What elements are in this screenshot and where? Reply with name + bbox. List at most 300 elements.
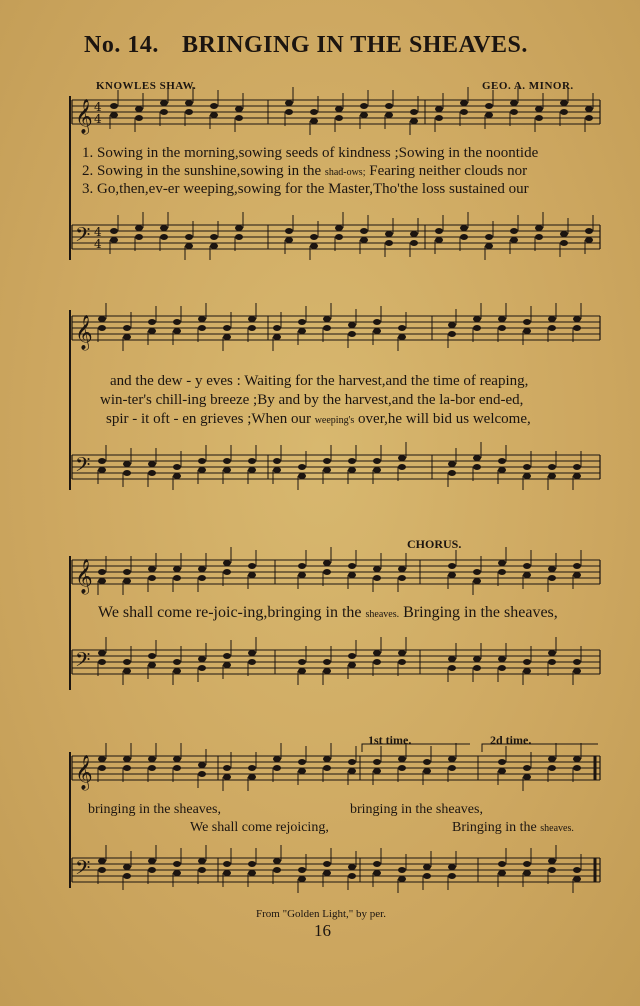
- note-head: [248, 316, 256, 322]
- note-head: [223, 325, 231, 331]
- note-head: [573, 316, 581, 322]
- note-head: [398, 876, 406, 882]
- note-head: [435, 106, 443, 112]
- note-head: [548, 566, 556, 572]
- verse2-line2: win-ter's chill-ing breeze ;By and by the harvest,and the la-bor end-ed,: [100, 392, 524, 408]
- note-head: [448, 864, 456, 870]
- note-head: [248, 650, 256, 656]
- lyricist-credit: KNOWLES SHAW.: [96, 80, 197, 92]
- note-head: [348, 572, 356, 578]
- note-head: [385, 103, 393, 109]
- note-head: [173, 765, 181, 771]
- note-head: [310, 234, 318, 240]
- page-number: 16: [314, 921, 331, 940]
- note-head: [373, 328, 381, 334]
- note-head: [435, 228, 443, 234]
- treble-clef-icon: 𝄞: [75, 99, 93, 134]
- note-head: [235, 115, 243, 121]
- chorus-line3-small: sheaves.: [540, 823, 574, 834]
- note-head: [473, 464, 481, 470]
- note-head: [198, 762, 206, 768]
- note-head: [448, 331, 456, 337]
- second-ending-label: 2d time.: [490, 733, 532, 747]
- note-head: [123, 659, 131, 665]
- note-head: [198, 858, 206, 864]
- note-head: [360, 112, 368, 118]
- note-head: [173, 566, 181, 572]
- note-head: [348, 759, 356, 765]
- note-head: [198, 325, 206, 331]
- note-head: [523, 765, 531, 771]
- note-head: [98, 316, 106, 322]
- note-head: [223, 653, 231, 659]
- note-head: [248, 861, 256, 867]
- chorus-line3-b: [452, 820, 574, 836]
- note-head: [223, 870, 231, 876]
- verse2-line1-small: shad-ows;: [324, 167, 366, 178]
- note-head: [523, 572, 531, 578]
- note-head: [473, 325, 481, 331]
- note-head: [273, 867, 281, 873]
- note-head: [110, 237, 118, 243]
- note-head: [98, 650, 106, 656]
- note-head: [573, 668, 581, 674]
- note-head: [335, 225, 343, 231]
- note-head: [473, 569, 481, 575]
- note-head: [248, 467, 256, 473]
- bass-clef-icon: 𝄢: [75, 856, 91, 884]
- note-head: [373, 458, 381, 464]
- note-head: [285, 228, 293, 234]
- note-head: [348, 563, 356, 569]
- note-head: [298, 768, 306, 774]
- note-head: [373, 759, 381, 765]
- note-head: [348, 873, 356, 879]
- note-head: [160, 100, 168, 106]
- note-head: [523, 668, 531, 674]
- hymn-number: No. 14.: [84, 32, 159, 58]
- chorus-line1-part: We shall come re-joic-ing,bringing in the: [98, 604, 362, 621]
- first-ending-label: 1st time.: [368, 733, 412, 747]
- note-head: [273, 765, 281, 771]
- note-head: [198, 467, 206, 473]
- chorus-line2: bringing in the sheaves,: [88, 802, 221, 817]
- note-head: [398, 325, 406, 331]
- note-head: [173, 756, 181, 762]
- note-head: [298, 876, 306, 882]
- verse3-line2-end: over,he will bid us welcome,: [358, 411, 531, 427]
- note-head: [360, 228, 368, 234]
- note-head: [298, 473, 306, 479]
- note-head: [523, 473, 531, 479]
- note-head: [485, 243, 493, 249]
- verse3-line2: [106, 411, 531, 428]
- note-head: [323, 467, 331, 473]
- note-head: [548, 765, 556, 771]
- note-head: [148, 662, 156, 668]
- note-head: [173, 861, 181, 867]
- note-head: [398, 464, 406, 470]
- note-head: [123, 864, 131, 870]
- note-head: [573, 563, 581, 569]
- note-head: [373, 467, 381, 473]
- note-head: [498, 569, 506, 575]
- note-head: [398, 756, 406, 762]
- composer-credit: GEO. A. MINOR.: [482, 80, 574, 92]
- note-head: [398, 765, 406, 771]
- verse3-line1: 3. Go,then,ev-er weeping,sowing for the Master,Tho'the loss sustained our: [82, 181, 529, 197]
- note-head: [398, 334, 406, 340]
- note-head: [148, 653, 156, 659]
- note-head: [373, 650, 381, 656]
- note-head: [223, 458, 231, 464]
- note-head: [498, 458, 506, 464]
- note-head: [485, 103, 493, 109]
- note-head: [148, 858, 156, 864]
- note-head: [348, 653, 356, 659]
- note-head: [448, 873, 456, 879]
- note-head: [560, 100, 568, 106]
- note-head: [135, 234, 143, 240]
- note-head: [248, 325, 256, 331]
- note-head: [298, 464, 306, 470]
- note-head: [423, 873, 431, 879]
- note-head: [173, 473, 181, 479]
- chorus-line1: [98, 604, 558, 622]
- note-head: [585, 237, 593, 243]
- treble-clef-icon: 𝄞: [75, 315, 93, 350]
- note-head: [310, 243, 318, 249]
- note-head: [198, 771, 206, 777]
- note-head: [235, 225, 243, 231]
- chorus-line3-part: Bringing in the: [452, 820, 537, 835]
- note-head: [548, 316, 556, 322]
- verse3-line2-part: spir - it oft - en grieves ;When our: [106, 411, 311, 427]
- note-head: [410, 240, 418, 246]
- note-head: [585, 106, 593, 112]
- note-head: [223, 861, 231, 867]
- time-signature-bottom: 4: [94, 237, 102, 251]
- treble-clef-icon: 𝄞: [75, 559, 93, 594]
- bass-clef-icon: 𝄢: [75, 223, 91, 251]
- chorus-line3: We shall come rejoicing,: [190, 820, 329, 835]
- note-head: [273, 325, 281, 331]
- note-head: [98, 858, 106, 864]
- note-head: [323, 560, 331, 566]
- note-head: [323, 316, 331, 322]
- note-head: [273, 858, 281, 864]
- note-head: [535, 106, 543, 112]
- hymn-title: BRINGING IN THE SHEAVES.: [182, 32, 528, 58]
- note-head: [348, 467, 356, 473]
- note-head: [535, 234, 543, 240]
- note-head: [273, 467, 281, 473]
- note-head: [523, 861, 531, 867]
- note-head: [410, 109, 418, 115]
- note-head: [348, 768, 356, 774]
- note-head: [323, 458, 331, 464]
- note-head: [523, 464, 531, 470]
- source-credit: From "Golden Light," by per.: [256, 908, 386, 920]
- note-head: [323, 569, 331, 575]
- note-head: [348, 331, 356, 337]
- note-head: [298, 668, 306, 674]
- note-head: [198, 665, 206, 671]
- note-head: [285, 237, 293, 243]
- note-head: [98, 578, 106, 584]
- note-head: [248, 458, 256, 464]
- note-head: [98, 756, 106, 762]
- note-head: [498, 665, 506, 671]
- note-head: [573, 572, 581, 578]
- note-head: [560, 109, 568, 115]
- note-head: [373, 659, 381, 665]
- note-head: [298, 572, 306, 578]
- note-head: [273, 334, 281, 340]
- note-head: [210, 243, 218, 249]
- note-head: [348, 458, 356, 464]
- note-head: [523, 659, 531, 665]
- note-head: [323, 861, 331, 867]
- verse1-line1: 1. Sowing in the morning,sowing seeds of kindness ;Sowing in the noontide: [82, 145, 539, 161]
- note-head: [360, 237, 368, 243]
- note-head: [323, 765, 331, 771]
- verse2-line1-part: 2. Sowing in the sunshine,sowing in the: [82, 163, 322, 179]
- note-head: [348, 322, 356, 328]
- note-head: [373, 870, 381, 876]
- note-head: [410, 231, 418, 237]
- note-head: [473, 316, 481, 322]
- note-head: [448, 765, 456, 771]
- note-head: [160, 234, 168, 240]
- note-head: [510, 109, 518, 115]
- note-head: [573, 325, 581, 331]
- note-head: [548, 659, 556, 665]
- chorus-line1-small: sheaves.: [365, 609, 400, 620]
- note-head: [348, 662, 356, 668]
- note-head: [523, 870, 531, 876]
- note-head: [535, 115, 543, 121]
- note-head: [448, 656, 456, 662]
- note-head: [123, 470, 131, 476]
- note-head: [560, 231, 568, 237]
- note-head: [198, 458, 206, 464]
- note-head: [285, 109, 293, 115]
- note-head: [210, 234, 218, 240]
- note-head: [135, 106, 143, 112]
- bass-clef-icon: 𝄢: [75, 453, 91, 481]
- note-head: [473, 455, 481, 461]
- note-head: [510, 237, 518, 243]
- note-head: [398, 659, 406, 665]
- note-head: [98, 765, 106, 771]
- note-head: [398, 867, 406, 873]
- note-head: [548, 473, 556, 479]
- note-head: [173, 659, 181, 665]
- note-head: [585, 115, 593, 121]
- note-head: [298, 659, 306, 665]
- verse1-line2: and the dew - y eves : Waiting for the harvest,and the time of reaping,: [110, 373, 529, 389]
- note-head: [473, 578, 481, 584]
- note-head: [373, 319, 381, 325]
- note-head: [585, 228, 593, 234]
- note-head: [485, 234, 493, 240]
- note-head: [485, 112, 493, 118]
- note-head: [498, 467, 506, 473]
- note-head: [185, 234, 193, 240]
- note-head: [498, 560, 506, 566]
- note-head: [248, 659, 256, 665]
- note-head: [323, 756, 331, 762]
- note-head: [248, 870, 256, 876]
- note-head: [498, 870, 506, 876]
- note-head: [135, 115, 143, 121]
- note-head: [385, 112, 393, 118]
- note-head: [273, 756, 281, 762]
- note-head: [198, 575, 206, 581]
- note-head: [123, 461, 131, 467]
- note-head: [223, 467, 231, 473]
- note-head: [498, 861, 506, 867]
- note-head: [510, 100, 518, 106]
- note-head: [323, 668, 331, 674]
- note-head: [498, 759, 506, 765]
- note-head: [423, 759, 431, 765]
- note-head: [548, 650, 556, 656]
- note-head: [423, 864, 431, 870]
- note-head: [148, 566, 156, 572]
- note-head: [410, 118, 418, 124]
- note-head: [348, 864, 356, 870]
- note-head: [310, 118, 318, 124]
- time-signature-top: 4: [94, 100, 102, 114]
- note-head: [535, 225, 543, 231]
- note-head: [448, 563, 456, 569]
- note-head: [373, 566, 381, 572]
- note-head: [223, 765, 231, 771]
- note-head: [298, 867, 306, 873]
- note-head: [373, 575, 381, 581]
- note-head: [573, 867, 581, 873]
- note-head: [498, 325, 506, 331]
- note-head: [123, 756, 131, 762]
- note-head: [98, 325, 106, 331]
- note-head: [573, 876, 581, 882]
- note-head: [448, 572, 456, 578]
- note-head: [398, 566, 406, 572]
- note-head: [360, 103, 368, 109]
- note-head: [123, 668, 131, 674]
- note-head: [398, 455, 406, 461]
- note-head: [98, 569, 106, 575]
- note-head: [160, 109, 168, 115]
- note-head: [523, 563, 531, 569]
- note-head: [398, 575, 406, 581]
- note-head: [573, 765, 581, 771]
- note-head: [373, 768, 381, 774]
- note-head: [573, 464, 581, 470]
- note-head: [448, 756, 456, 762]
- note-head: [198, 316, 206, 322]
- note-head: [448, 665, 456, 671]
- chorus-line2-b: bringing in the sheaves,: [350, 802, 483, 817]
- note-head: [398, 650, 406, 656]
- note-head: [148, 756, 156, 762]
- note-head: [448, 470, 456, 476]
- note-head: [573, 473, 581, 479]
- note-head: [123, 765, 131, 771]
- note-head: [248, 563, 256, 569]
- note-head: [160, 225, 168, 231]
- note-head: [548, 867, 556, 873]
- note-head: [323, 870, 331, 876]
- note-head: [123, 334, 131, 340]
- note-head: [498, 316, 506, 322]
- chorus-line1-end: Bringing in the sheaves,: [403, 604, 558, 621]
- note-head: [248, 765, 256, 771]
- note-head: [123, 578, 131, 584]
- note-head: [148, 765, 156, 771]
- note-head: [248, 572, 256, 578]
- note-head: [185, 243, 193, 249]
- verse2-line1-end: Fearing neither clouds nor: [369, 163, 528, 179]
- note-head: [373, 861, 381, 867]
- bass-clef-icon: 𝄢: [75, 648, 91, 676]
- note-head: [435, 115, 443, 121]
- note-head: [198, 867, 206, 873]
- note-head: [498, 656, 506, 662]
- note-head: [323, 659, 331, 665]
- note-head: [385, 240, 393, 246]
- note-head: [298, 563, 306, 569]
- time-signature-top: 4: [94, 225, 102, 239]
- note-head: [273, 458, 281, 464]
- note-head: [385, 231, 393, 237]
- note-head: [310, 109, 318, 115]
- note-head: [223, 774, 231, 780]
- note-head: [460, 100, 468, 106]
- note-head: [473, 656, 481, 662]
- note-head: [110, 103, 118, 109]
- note-head: [110, 228, 118, 234]
- note-head: [323, 325, 331, 331]
- note-head: [223, 569, 231, 575]
- note-head: [548, 464, 556, 470]
- note-head: [548, 756, 556, 762]
- note-head: [123, 569, 131, 575]
- note-head: [173, 464, 181, 470]
- note-head: [523, 319, 531, 325]
- note-head: [148, 328, 156, 334]
- note-head: [460, 225, 468, 231]
- note-head: [498, 768, 506, 774]
- note-head: [548, 575, 556, 581]
- note-head: [423, 768, 431, 774]
- note-head: [448, 461, 456, 467]
- note-head: [235, 106, 243, 112]
- note-head: [335, 115, 343, 121]
- verse2-line1: [82, 163, 527, 180]
- note-head: [173, 319, 181, 325]
- note-head: [173, 870, 181, 876]
- note-head: [548, 858, 556, 864]
- note-head: [573, 756, 581, 762]
- note-head: [460, 109, 468, 115]
- note-head: [298, 759, 306, 765]
- note-head: [298, 328, 306, 334]
- note-head: [223, 334, 231, 340]
- note-head: [148, 575, 156, 581]
